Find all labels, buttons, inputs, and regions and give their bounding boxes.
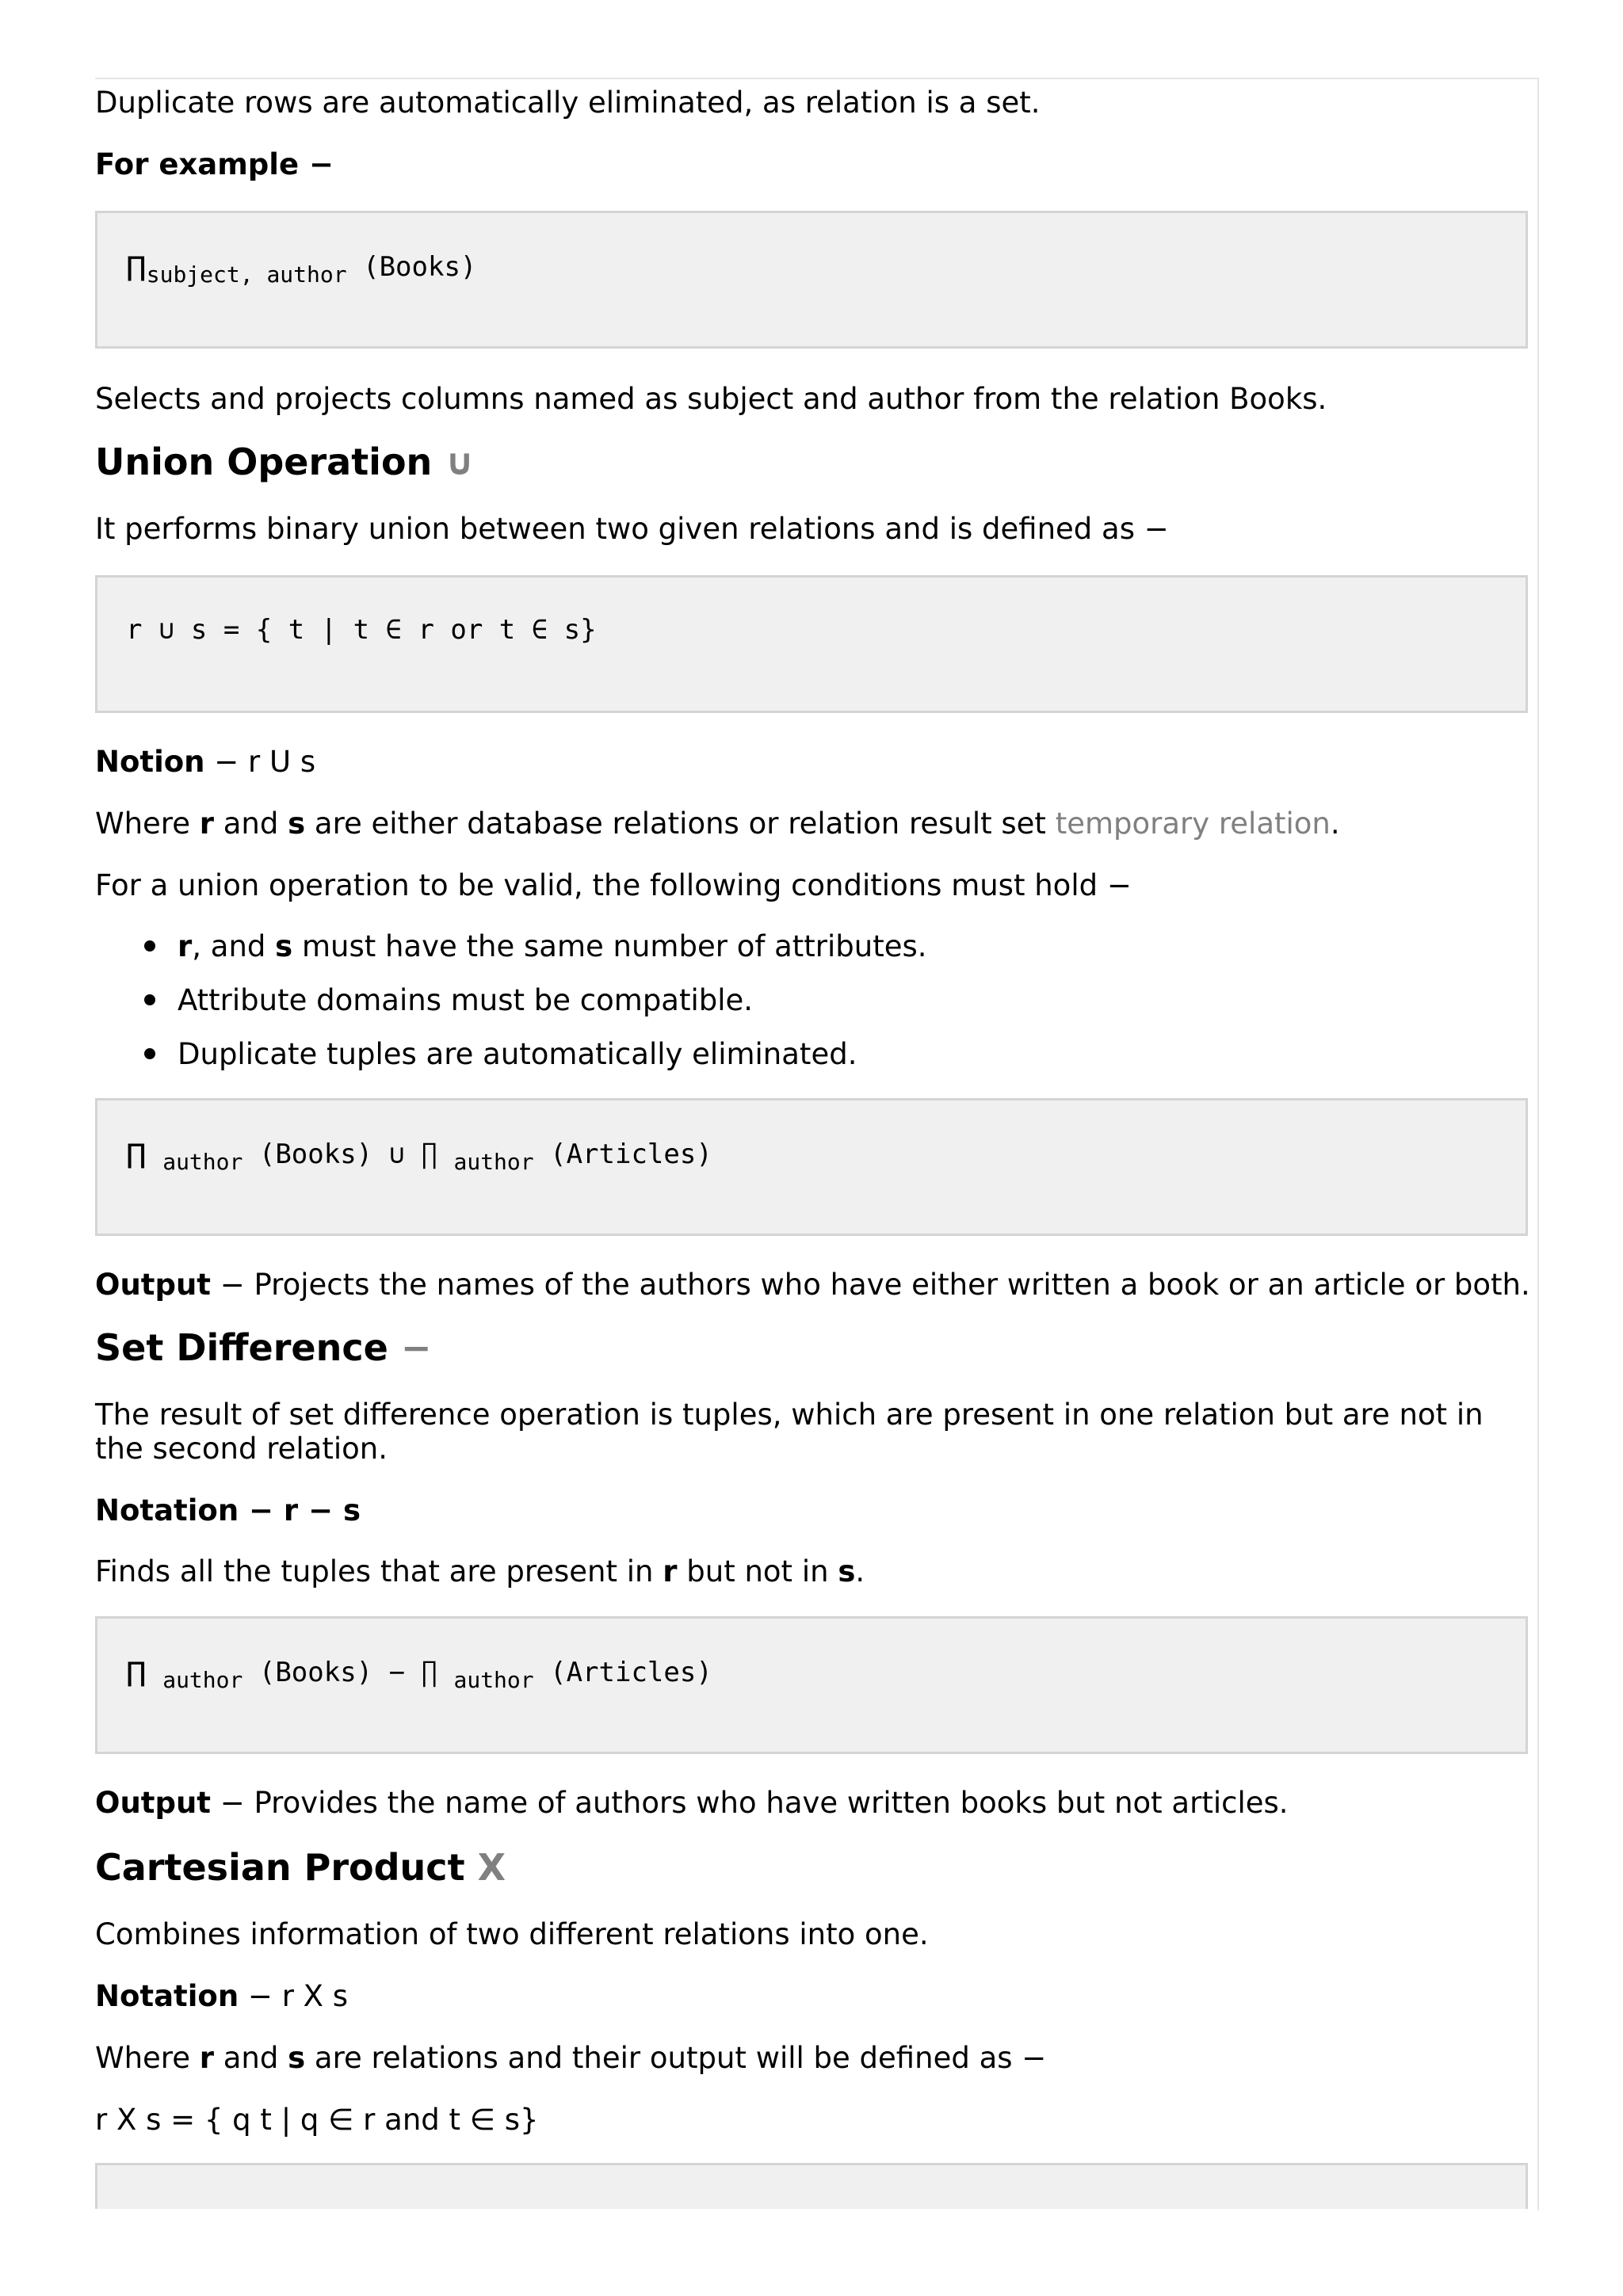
cartesian-product-heading: Cartesian Product X <box>95 1846 506 1889</box>
union-notion: Notion − r U s <box>95 745 316 779</box>
set-difference-description: The result of set difference operation is tuples, which are present in one relation but are not in the second relation. <box>95 1398 1484 1466</box>
projection-code-block <box>95 211 1528 349</box>
list-item: Duplicate tuples are automatically eliminated. <box>95 1037 927 1091</box>
pi-symbol: ∏ <box>126 251 147 283</box>
cartesian-where-text: Where r and s are relations and their output will be defined as − <box>95 2041 1047 2075</box>
for-example-label: For example − <box>95 147 334 181</box>
cartesian-product-symbol: X <box>477 1846 506 1889</box>
cartesian-description: Combines information of two different relations into one. <box>95 1917 929 1951</box>
duplicate-rows-text: Duplicate rows are automatically eliminated, as relation is a set. <box>95 86 1041 120</box>
set-difference-notation: Notation − r − s <box>95 1493 361 1527</box>
list-item: Attribute domains must be compatible. <box>95 983 927 1037</box>
projection-code <box>126 251 477 288</box>
set-difference-heading: Set Difference − <box>95 1326 432 1369</box>
union-example-code: ∏ $_{author}$ (Books) ∪ ∏ $_{author}$ (Articles) <box>126 1138 712 1175</box>
bullet-icon <box>144 940 155 952</box>
union-where-text: Where r and s are either database relations or relation result set temporary relation. <box>95 807 1340 841</box>
union-heading: Union Operation ∪ <box>95 441 475 483</box>
set-difference-symbol: − <box>400 1326 432 1369</box>
projection-subscript: subject, author <box>146 261 347 288</box>
union-example-code-block <box>95 1098 1528 1236</box>
bullet-icon <box>144 994 155 1005</box>
union-symbol: ∪ <box>445 441 475 483</box>
union-output: Output − Projects the names of the authors who have either written a book or an article or both. <box>95 1268 1530 1302</box>
set-difference-output: Output − Provides the name of authors who have written books but not articles. <box>95 1786 1289 1820</box>
cartesian-code-block <box>95 2163 1528 2209</box>
union-definition-code-block <box>95 575 1528 713</box>
union-conditions-intro: For a union operation to be valid, the following conditions must hold − <box>95 868 1132 902</box>
set-difference-code: ∏ $_{author}$ (Books) − ∏ $_{author}$ (Articles) <box>126 1657 712 1693</box>
set-difference-finds-text: Finds all the tuples that are present in r but not in s. <box>95 1554 865 1589</box>
projection-argument: (Books) <box>363 251 477 283</box>
cartesian-formula: r X s = { q t | q ∈ r and t ∈ s} <box>95 2103 539 2137</box>
bullet-icon <box>144 1048 155 1059</box>
selects-projects-text: Selects and projects columns named as subject and author from the relation Books. <box>95 382 1327 416</box>
set-difference-code-block <box>95 1616 1528 1754</box>
cartesian-notation: Notation − r X s <box>95 1979 349 2013</box>
temporary-relation-link[interactable]: temporary relation <box>1055 807 1331 841</box>
list-item: r, and s must have the same number of attributes. <box>95 929 927 983</box>
union-conditions-list <box>95 929 927 1091</box>
union-definition-intro: It performs binary union between two given relations and is defined as − <box>95 512 1169 546</box>
union-definition-code: r ∪ s = { t | t ∈ r or t ∈ s} <box>126 614 597 646</box>
